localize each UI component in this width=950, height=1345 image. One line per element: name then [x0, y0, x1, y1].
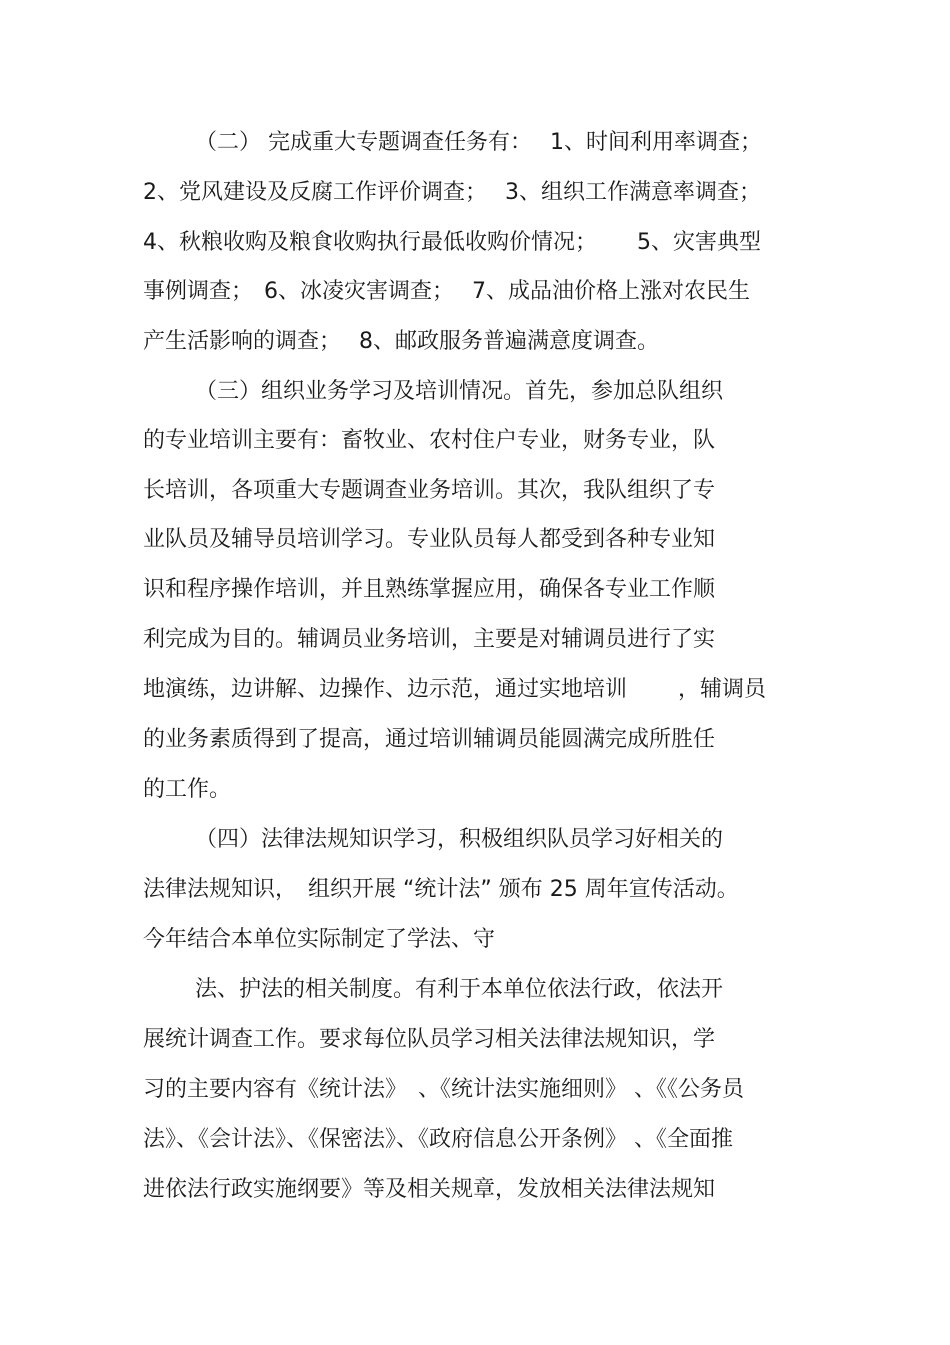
text-line: 利完成为目的。辅调员业务培训，主要是对辅调员进行了实 — [143, 627, 716, 652]
text-line: （二） 完成重大专题调查任务有： 1、时间利用率调查； — [195, 130, 762, 155]
text-line: 2、党风建设及反腐工作评价调查； 3、组织工作满意率调查； — [143, 180, 761, 205]
text-line: 习的主要内容有《统计法》 、《统计法实施细则》 、《《公务员 — [143, 1077, 744, 1102]
text-line: 的工作。 — [143, 777, 232, 802]
text-line: 的专业培训主要有：畜牧业、农村住户专业，财务专业，队 — [143, 428, 716, 453]
text-line: 地演练，边讲解、边操作、边示范，通过实地培训 ，辅调员 — [143, 677, 766, 702]
text-line: 长培训，各项重大专题调查业务培训。其次，我队组织了专 — [143, 478, 716, 503]
text-line: 业队员及辅导员培训学习。专业队员每人都受到各种专业知 — [143, 527, 716, 552]
text-line: （四）法律法规知识学习，积极组织队员学习好相关的 — [195, 827, 724, 852]
text-line: 的业务素质得到了提高，通过培训辅调员能圆满完成所胜任 — [143, 727, 716, 752]
text-line: 产生活影响的调查； 8、邮政服务普遍满意度调查。 — [143, 329, 659, 354]
text-line: 法律法规知识， 组织开展 “统计法” 颁布 25 周年宣传活动。 — [143, 877, 739, 902]
text-line: 事例调查； 6、冰凌灾害调查； 7、成品油价格上涨对农民生 — [143, 279, 750, 304]
text-line: 法》、《会计法》、《保密法》、《政府信息公开条例》 、《全面推 — [143, 1127, 733, 1152]
text-line: 4、秋粮收购及粮食收购执行最低收购价情况； 5、灾害典型 — [143, 230, 761, 255]
text-line: 今年结合本单位实际制定了学法、守 — [143, 927, 496, 952]
text-line: （三）组织业务学习及培训情况。首先，参加总队组织 — [195, 379, 724, 404]
text-line: 进依法行政实施纲要》等及相关规章，发放相关法律法规知 — [143, 1177, 716, 1202]
text-line: 法、护法的相关制度。有利于本单位依法行政，依法开 — [195, 977, 724, 1002]
text-line: 识和程序操作培训，并且熟练掌握应用，确保各专业工作顺 — [143, 577, 716, 602]
text-line: 展统计调查工作。要求每位队员学习相关法律法规知识，学 — [143, 1027, 716, 1052]
